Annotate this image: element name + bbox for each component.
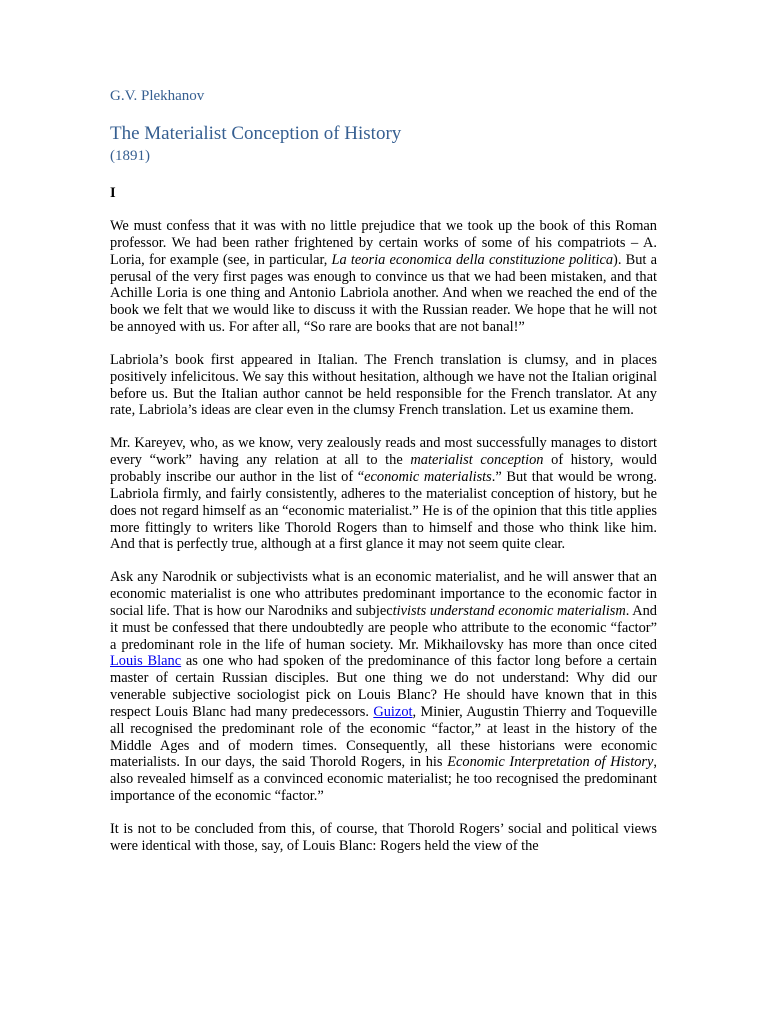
document-body xyxy=(110,86,657,855)
paragraph xyxy=(110,821,657,855)
paragraph-text: as one who had spoken of the predominance of this factor long before a certain master of certain Russian disciples. But one thing we do not understand: Why did our venerable subjective sociologist pick on Louis Blanc? He should have known that in this respect Louis Blanc had many predecessors. xyxy=(110,653,657,720)
paragraph xyxy=(110,435,657,553)
italic-text: Economic Interpretation of History xyxy=(447,754,654,771)
paragraph-text: .” But that would be wrong. Labriola firmly, and fairly consistently, adheres to the materialist conception of history, but he does not regard himself as an “economic materialist.” He is of the opinion that this title applies more fittingly to writers like Thorold Rogers than to himself and those who think like him. And that is perfectly true, although at a first glance it may not seem quite clear. xyxy=(110,468,657,553)
paragraph-text: . And it must be confessed that there undoubtedly are people who attribute to the economic “factor” a predominant role in the life of human society. Mr. Mikhailovsky has more than once cited xyxy=(110,602,658,653)
paragraph xyxy=(110,569,657,805)
paragraph-text: , Minier, Augustin Thierry and Toqueville all recognised the predominant role of the economic “factor,” at least in the history of the Middle Ages and of modern times. Consequently, all these historians were economic materialists. In our days, the said Thorold Rogers, in his xyxy=(110,703,658,771)
document-title: The Materialist Conception of History xyxy=(110,123,402,144)
italic-text: materialist conception xyxy=(410,452,544,469)
paragraph-text: ). But a perusal of the very first pages was enough to convince us that we had been mistaken, and that Achille Loria is one thing and Antonio Labriola another. And when we reached the end of the book we felt that we would like to discuss it with the Russian reader. We hope that he will not be annoyed with us. For after all, “So rare are books that are not banal!” xyxy=(110,251,657,336)
publication-year: (1891) xyxy=(110,148,150,164)
italic-text: economic materialists xyxy=(364,468,492,485)
paragraph-text: Labriola’s book first appeared in Italian. The French translation is clumsy, and in places positively infelicitous. We say this without hesitation, although we have not the Italian original before us. But the Italian author cannot be held responsible for the French translator. At any rate, Labriola’s ideas are clear even in the clumsy French translation. Let us examine them. xyxy=(110,351,657,419)
paragraph-text: Ask any Narodnik or subjectivists what is an economic materialist, and he will answer that an economic materialist is one who attributes predominant importance to the economic factor in social life. That is how our Narodniks and subjec xyxy=(110,569,657,619)
paragraph xyxy=(110,218,657,336)
inline-link[interactable]: Louis Blanc xyxy=(110,653,182,670)
paragraph-text: It is not to be concluded from this, of course, that Thorold Rogers’ social and political views were identical with those, say, of Louis Blanc: Rogers held the view of the xyxy=(110,821,657,854)
paragraph xyxy=(110,352,657,419)
paragraph-text: , also revealed himself as a convinced economic materialist; he too recognised the predominant importance of the economic “factor.” xyxy=(110,754,657,805)
inline-link[interactable]: Guizot xyxy=(373,703,413,720)
section-heading: I xyxy=(110,185,116,201)
italic-text: tivists understand economic materialism xyxy=(392,602,626,619)
paragraph-text: Mr. Kareyev, who, as we know, very zealously reads and most successfully manages to distort every “work” having any relation at all to the xyxy=(110,435,657,469)
paragraph-text: of history, would probably inscribe our author in the list of “ xyxy=(110,452,657,485)
body-text xyxy=(110,218,657,855)
author-name: G.V. Plekhanov xyxy=(110,88,205,104)
italic-text: La teoria economica della constituzione politica xyxy=(331,251,614,268)
paragraph-text: We must confess that it was with no little prejudice that we took up the book of this Roman professor. We had been rather frightened by certain works of some of his compatriots – A. Loria, for example (see, in particular, xyxy=(110,218,657,268)
